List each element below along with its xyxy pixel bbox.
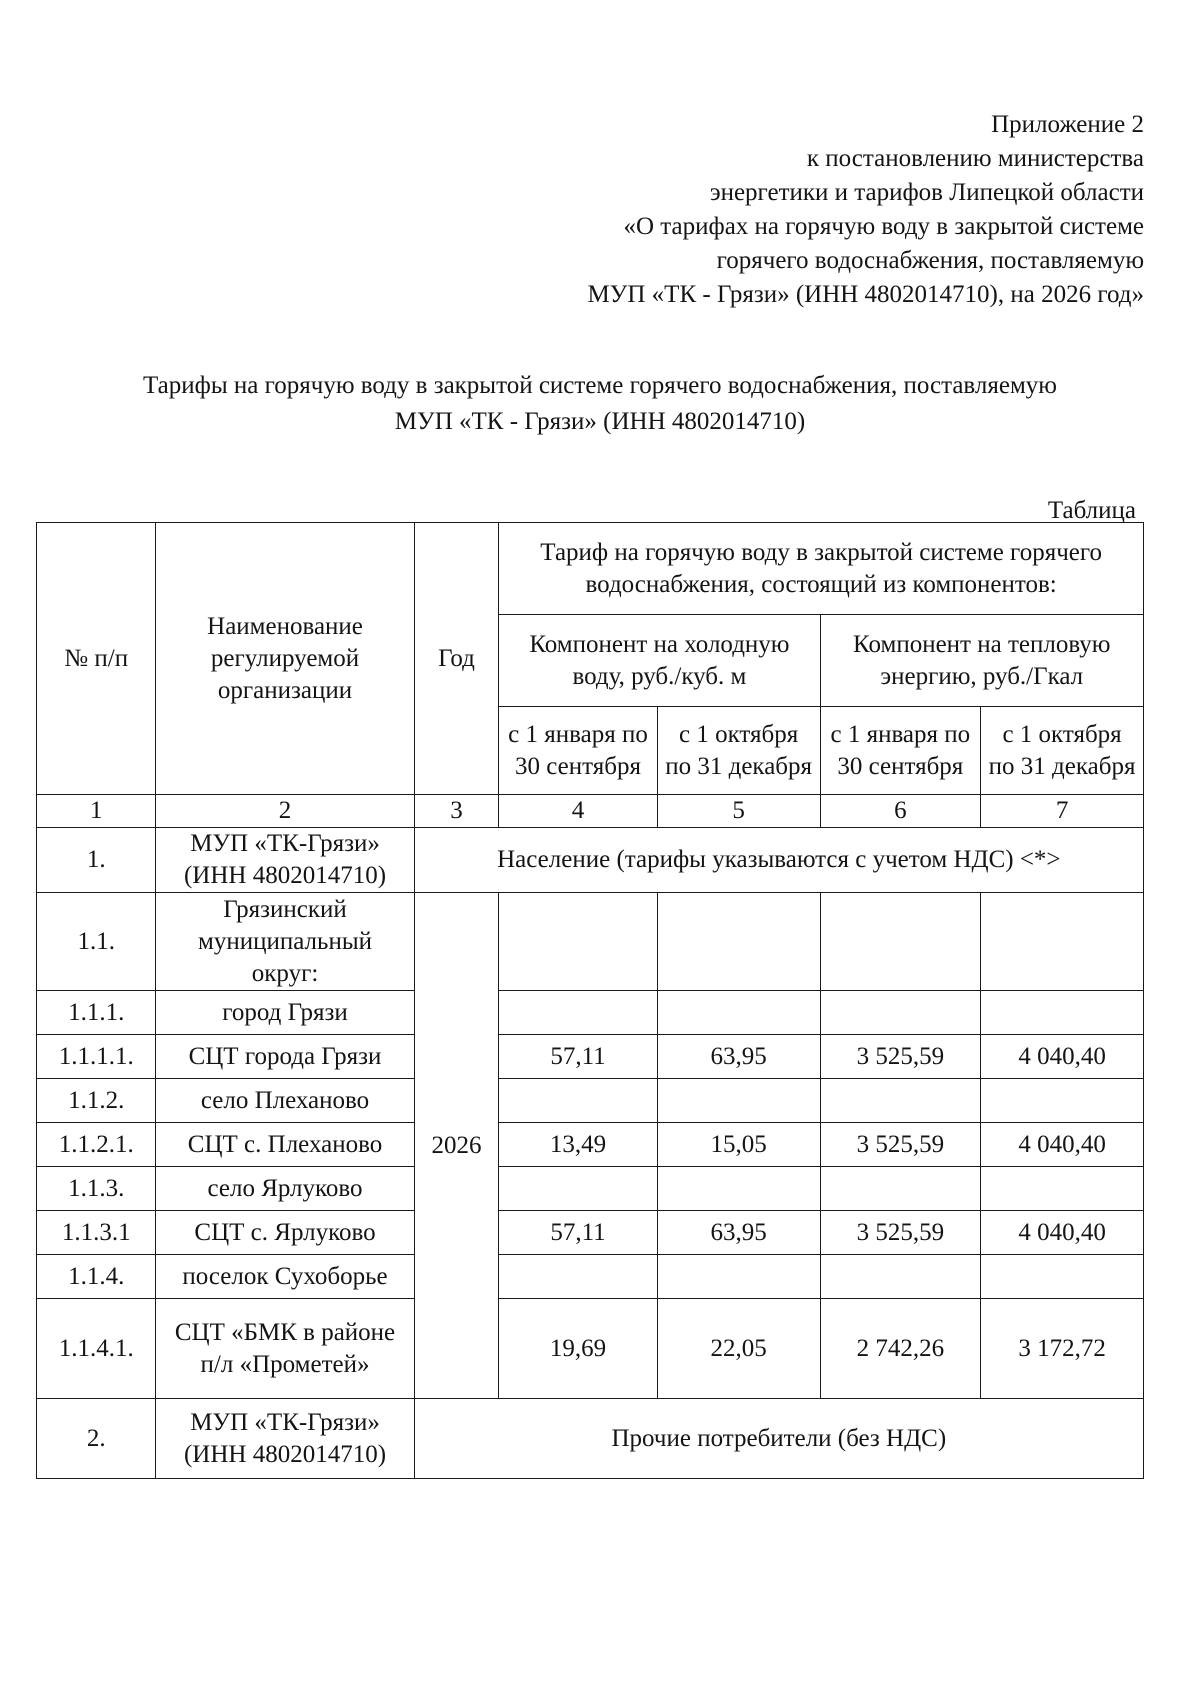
column-number: 6 [820,795,981,828]
value-heat-1 [820,1255,981,1299]
row-name: город Грязи [156,991,414,1035]
value-cold-1 [499,893,657,991]
appendix-line: горячего водоснабжения, поставляемую [716,247,1144,274]
value-heat-2: 4 040,40 [981,1123,1144,1167]
value-heat-2: 3 172,72 [981,1299,1144,1399]
header-heat: Компонент на тепловую энергию, руб./Гкал [820,615,1143,707]
section-org: МУП «ТК-Грязи» (ИНН 4802014710) [156,828,414,893]
value-cold-1: 13,49 [499,1123,657,1167]
row-num: 1.1.3.1 [37,1211,156,1255]
column-number: 4 [499,795,657,828]
appendix-line: «О тарифах на горячую воду в закрытой системе [623,213,1144,240]
value-heat-1: 3 525,59 [820,1211,981,1255]
header-cold-water: Компонент на холодную воду, руб./куб. м [499,615,820,707]
table-row [37,991,1144,1035]
value-heat-2: 4 040,40 [981,1035,1144,1079]
value-heat-2: 4 040,40 [981,1211,1144,1255]
column-number: 5 [657,795,820,828]
section-row [37,828,1144,893]
header-period-cold-2: с 1 октября по 31 декабря [657,707,820,795]
section-num: 2. [37,1399,156,1479]
value-cold-2: 63,95 [657,1211,820,1255]
row-name: СЦТ с. Ярлуково [156,1211,414,1255]
row-num: 1.1.1.1. [37,1035,156,1079]
column-number: 7 [981,795,1144,828]
row-num: 1.1. [37,893,156,991]
header-year: Год [414,523,499,795]
value-cold-1 [499,1167,657,1211]
row-num: 1.1.2. [37,1079,156,1123]
table-row [37,1035,1144,1079]
header-org: Наименование регулируемой организации [156,523,414,795]
value-cold-2 [657,1167,820,1211]
column-number: 1 [37,795,156,828]
column-number-row [37,795,1144,828]
value-cold-2 [657,1079,820,1123]
value-cold-1: 19,69 [499,1299,657,1399]
value-heat-1 [820,991,981,1035]
row-name: СЦТ города Грязи [156,1035,414,1079]
value-cold-2: 63,95 [657,1035,820,1079]
header-period-heat-2: с 1 октября по 31 декабря [981,707,1144,795]
year-value: 2026 [414,893,499,1399]
row-num: 1.1.2.1. [37,1123,156,1167]
table-row [37,1123,1144,1167]
value-heat-2 [981,991,1144,1035]
table-row [37,1211,1144,1255]
section-row [37,1399,1144,1479]
value-cold-2 [657,893,820,991]
row-num: 1.1.4.1. [37,1299,156,1399]
table-row [37,893,1144,991]
table-row [37,1079,1144,1123]
value-cold-2: 22,05 [657,1299,820,1399]
appendix-header [587,108,1144,312]
value-heat-2 [981,893,1144,991]
row-name: Грязинский муниципальный округ: [156,893,414,991]
value-cold-1: 57,11 [499,1211,657,1255]
header-row [37,523,1144,615]
value-cold-1 [499,1079,657,1123]
row-name: село Плеханово [156,1079,414,1123]
document-title [40,368,1160,440]
section-org: МУП «ТК-Грязи» (ИНН 4802014710) [156,1399,414,1479]
table-row [37,1167,1144,1211]
row-name: поселок Сухоборье [156,1255,414,1299]
value-heat-1: 3 525,59 [820,1123,981,1167]
value-cold-1 [499,991,657,1035]
section-label: Прочие потребители (без НДС) [414,1399,1143,1479]
value-cold-1 [499,1255,657,1299]
value-cold-1: 57,11 [499,1035,657,1079]
table-row [37,1299,1144,1399]
value-cold-2 [657,991,820,1035]
header-period-heat-1: с 1 января по 30 сентября [820,707,981,795]
row-name: СЦТ с. Плеханово [156,1123,414,1167]
value-cold-2: 15,05 [657,1123,820,1167]
title-line-2: МУП «ТК - Грязи» (ИНН 4802014710) [394,408,806,435]
title-line-1: Тарифы на горячую воду в закрытой системе горячего водоснабжения, поставляемую [143,372,1057,399]
tariff-table [36,522,1144,1479]
value-heat-2 [981,1167,1144,1211]
column-number: 3 [414,795,499,828]
value-cold-2 [657,1255,820,1299]
value-heat-1: 2 742,26 [820,1299,981,1399]
header-tariff-group: Тариф на горячую воду в закрытой системе горячего водоснабжения, состоящий из компонентов: [499,523,1144,615]
row-num: 1.1.3. [37,1167,156,1211]
value-heat-1 [820,1079,981,1123]
value-heat-1 [820,1167,981,1211]
row-num: 1.1.1. [37,991,156,1035]
row-name: село Ярлуково [156,1167,414,1211]
value-heat-1: 3 525,59 [820,1035,981,1079]
section-label: Население (тарифы указываются с учетом НДС) <*> [414,828,1143,893]
column-number: 2 [156,795,414,828]
value-heat-2 [981,1079,1144,1123]
row-name: СЦТ «БМК в районе п/л «Прометей» [156,1299,414,1399]
header-num: № п/п [37,523,156,795]
appendix-line: к постановлению министерства [806,145,1144,172]
table-caption: Таблица [1047,497,1136,524]
appendix-line: энергетики и тарифов Липецкой области [709,179,1144,206]
appendix-line: МУП «ТК - Грязи» (ИНН 4802014710), на 2026 год» [587,281,1144,308]
value-heat-1 [820,893,981,991]
appendix-line: Приложение 2 [991,111,1144,138]
table-row [37,1255,1144,1299]
section-num: 1. [37,828,156,893]
value-heat-2 [981,1255,1144,1299]
header-period-cold-1: с 1 января по 30 сентября [499,707,657,795]
row-num: 1.1.4. [37,1255,156,1299]
